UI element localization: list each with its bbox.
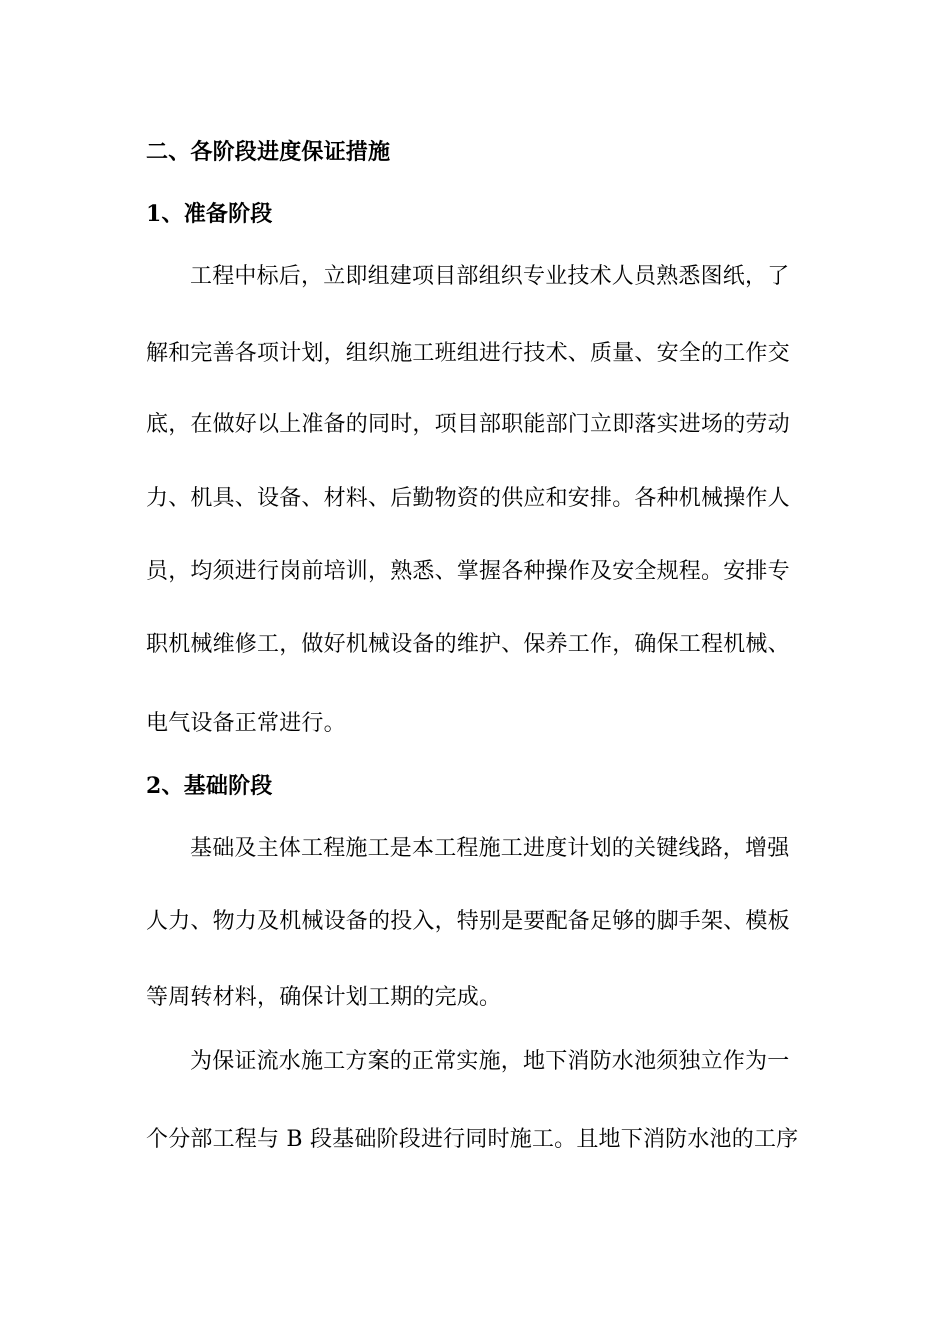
paragraph-line: 职机械维修工，做好机械设备的维护、保养工作，确保工程机械、 bbox=[146, 632, 790, 657]
paragraph-line: 工程中标后，立即组建项目部组织专业技术人员熟悉图纸，了 bbox=[190, 264, 790, 289]
paragraph-line: 为保证流水施工方案的正常实施，地下消防水池须独立作为一 bbox=[190, 1049, 790, 1074]
subsection-heading-1: 1、准备阶段 bbox=[146, 201, 273, 227]
paragraph-line: 人力、物力及机械设备的投入，特别是要配备足够的脚手架、模板 bbox=[146, 909, 790, 934]
paragraph-line: 底，在做好以上准备的同时，项目部职能部门立即落实进场的劳动 bbox=[146, 412, 790, 437]
subsection-heading-2: 2、基础阶段 bbox=[146, 773, 273, 799]
paragraph-line: 基础及主体工程施工是本工程施工进度计划的关键线路，增强 bbox=[190, 836, 790, 861]
paragraph-line: 解和完善各项计划，组织施工班组进行技术、质量、安全的工作交 bbox=[146, 341, 790, 366]
paragraph-line: 员，均须进行岗前培训，熟悉、掌握各种操作及安全规程。安排专 bbox=[146, 559, 790, 584]
paragraph-line: 力、机具、设备、材料、后勤物资的供应和安排。各种机械操作人 bbox=[146, 486, 790, 511]
paragraph-line: 电气设备正常进行。 bbox=[146, 711, 346, 736]
section-title: 二、各阶段进度保证措施 bbox=[146, 139, 391, 165]
paragraph-line: 个分部工程与 B 段基础阶段进行同时施工。且地下消防水池的工序 bbox=[146, 1127, 799, 1152]
paragraph-line: 等周转材料，确保计划工期的完成。 bbox=[146, 985, 502, 1010]
